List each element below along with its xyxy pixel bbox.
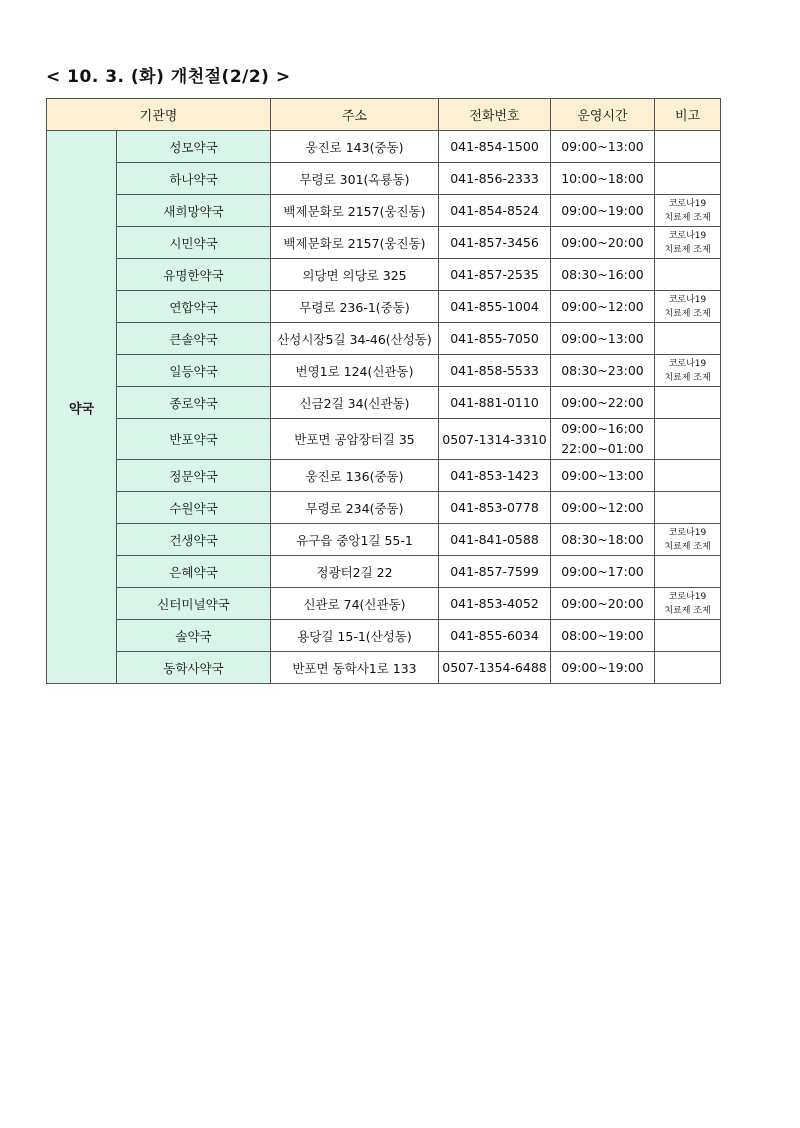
header-phone: 전화번호 [439, 99, 551, 131]
pharmacy-name: 일등약국 [117, 355, 271, 387]
hours-line: 08:30~23:00 [561, 362, 644, 378]
pharmacy-name: 새희망약국 [117, 195, 271, 227]
pharmacy-address: 백제문화로 2157(웅진동) [271, 227, 439, 259]
pharmacy-phone: 0507-1354-6488 [439, 652, 551, 684]
hours-line: 08:30~16:00 [561, 266, 644, 282]
pharmacy-name: 시민약국 [117, 227, 271, 259]
pharmacy-name: 연합약국 [117, 291, 271, 323]
pharmacy-address: 무령로 234(중동) [271, 492, 439, 524]
hours-line: 10:00~18:00 [561, 170, 644, 186]
pharmacy-phone: 041-854-8524 [439, 195, 551, 227]
pharmacy-note [655, 524, 721, 556]
pharmacy-hours [551, 620, 655, 652]
pharmacy-name: 성모약국 [117, 131, 271, 163]
hours-line: 09:00~22:00 [561, 394, 644, 410]
pharmacy-name: 종로약국 [117, 387, 271, 419]
table-row [47, 259, 721, 291]
note-line: 코로나19 [668, 527, 707, 538]
pharmacy-address: 정광터2길 22 [271, 556, 439, 588]
pharmacy-name: 은혜약국 [117, 556, 271, 588]
hours-line: 09:00~19:00 [561, 202, 644, 218]
category-cell: 약국 [47, 131, 117, 684]
pharmacy-address: 산성시장5길 34-46(산성동) [271, 323, 439, 355]
pharmacy-note [655, 620, 721, 652]
table-row [47, 131, 721, 163]
table-row [47, 620, 721, 652]
pharmacy-name: 솔약국 [117, 620, 271, 652]
table-row [47, 291, 721, 323]
note-line: 치료제 조제 [664, 212, 711, 223]
pharmacy-note [655, 163, 721, 195]
header-note: 비고 [655, 99, 721, 131]
hours-line: 09:00~12:00 [561, 499, 644, 515]
pharmacy-hours [551, 652, 655, 684]
pharmacy-hours [551, 524, 655, 556]
header-hours: 운영시간 [551, 99, 655, 131]
pharmacy-phone: 041-858-5533 [439, 355, 551, 387]
pharmacy-phone: 041-854-1500 [439, 131, 551, 163]
hours-line: 09:00~13:00 [561, 330, 644, 346]
table-row [47, 323, 721, 355]
pharmacy-hours [551, 588, 655, 620]
pharmacy-hours [551, 323, 655, 355]
header-address: 주소 [271, 99, 439, 131]
table-row [47, 460, 721, 492]
pharmacy-address: 웅진로 136(중동) [271, 460, 439, 492]
pharmacy-name: 큰솔약국 [117, 323, 271, 355]
hours-line: 08:00~19:00 [561, 627, 644, 643]
table-row [47, 492, 721, 524]
hours-line: 08:30~18:00 [561, 531, 644, 547]
pharmacy-note [655, 652, 721, 684]
pharmacy-hours [551, 355, 655, 387]
pharmacy-note [655, 460, 721, 492]
pharmacy-note [655, 323, 721, 355]
pharmacy-address: 의당면 의당로 325 [271, 259, 439, 291]
pharmacy-hours [551, 131, 655, 163]
table-row [47, 556, 721, 588]
pharmacy-name: 유명한약국 [117, 259, 271, 291]
note-line: 치료제 조제 [664, 605, 711, 616]
pharmacy-name: 반포약국 [117, 419, 271, 460]
page-title: < 10. 3. (화) 개천절(2/2) > [46, 67, 291, 87]
pharmacy-phone: 041-857-7599 [439, 556, 551, 588]
pharmacy-note [655, 492, 721, 524]
pharmacy-address: 무령로 236-1(중동) [271, 291, 439, 323]
hours-line: 09:00~16:00 [561, 421, 644, 436]
pharmacy-phone: 041-881-0110 [439, 387, 551, 419]
pharmacy-note [655, 291, 721, 323]
pharmacy-phone: 0507-1314-3310 [439, 419, 551, 460]
hours-line: 09:00~13:00 [561, 467, 644, 483]
table-row [47, 419, 721, 460]
pharmacy-phone: 041-855-7050 [439, 323, 551, 355]
pharmacy-address: 반포면 공암장터길 35 [271, 419, 439, 460]
pharmacy-hours [551, 227, 655, 259]
header-name: 기관명 [47, 99, 271, 131]
pharmacy-hours [551, 259, 655, 291]
pharmacy-hours [551, 419, 655, 460]
pharmacy-phone: 041-853-0778 [439, 492, 551, 524]
note-line: 코로나19 [668, 358, 707, 369]
pharmacy-phone: 041-857-2535 [439, 259, 551, 291]
hours-line: 09:00~12:00 [561, 298, 644, 314]
pharmacy-address: 신관로 74(신관동) [271, 588, 439, 620]
pharmacy-phone: 041-855-6034 [439, 620, 551, 652]
pharmacy-name: 정문약국 [117, 460, 271, 492]
table-row [47, 588, 721, 620]
hours-line: 09:00~17:00 [561, 563, 644, 579]
note-line: 코로나19 [668, 591, 707, 602]
pharmacy-name: 신터미널약국 [117, 588, 271, 620]
table-row [47, 163, 721, 195]
table-body [47, 131, 721, 684]
note-line: 치료제 조제 [664, 372, 711, 383]
pharmacy-hours [551, 291, 655, 323]
table-header-row [47, 99, 721, 131]
pharmacy-address: 유구읍 중앙1길 55-1 [271, 524, 439, 556]
pharmacy-hours [551, 387, 655, 419]
pharmacy-note [655, 588, 721, 620]
pharmacy-hours [551, 492, 655, 524]
note-line: 치료제 조제 [664, 541, 711, 552]
pharmacy-hours [551, 460, 655, 492]
pharmacy-address: 무령로 301(옥룡동) [271, 163, 439, 195]
pharmacy-phone: 041-853-1423 [439, 460, 551, 492]
hours-line: 09:00~20:00 [561, 234, 644, 250]
note-line: 코로나19 [668, 294, 707, 305]
pharmacy-note [655, 195, 721, 227]
pharmacy-note [655, 419, 721, 460]
table-row [47, 195, 721, 227]
pharmacy-table [46, 98, 721, 684]
note-line: 코로나19 [668, 230, 707, 241]
hours-line: 22:00~01:00 [561, 441, 644, 456]
pharmacy-hours [551, 556, 655, 588]
note-line: 코로나19 [668, 198, 707, 209]
pharmacy-phone: 041-857-3456 [439, 227, 551, 259]
table-row [47, 524, 721, 556]
note-line: 치료제 조제 [664, 244, 711, 255]
note-line: 치료제 조제 [664, 308, 711, 319]
hours-line: 09:00~20:00 [561, 595, 644, 611]
table-row [47, 355, 721, 387]
pharmacy-name: 건생약국 [117, 524, 271, 556]
pharmacy-address: 용당길 15-1(산성동) [271, 620, 439, 652]
hours-line: 09:00~13:00 [561, 138, 644, 154]
pharmacy-note [655, 227, 721, 259]
pharmacy-note [655, 556, 721, 588]
table-row [47, 227, 721, 259]
pharmacy-name: 동학사약국 [117, 652, 271, 684]
pharmacy-phone: 041-853-4052 [439, 588, 551, 620]
pharmacy-phone: 041-841-0588 [439, 524, 551, 556]
pharmacy-hours [551, 195, 655, 227]
pharmacy-note [655, 387, 721, 419]
table-row [47, 387, 721, 419]
pharmacy-address: 신금2길 34(신관동) [271, 387, 439, 419]
pharmacy-address: 반포면 동학사1로 133 [271, 652, 439, 684]
pharmacy-name: 하나약국 [117, 163, 271, 195]
pharmacy-phone: 041-855-1004 [439, 291, 551, 323]
table-row [47, 652, 721, 684]
pharmacy-address: 웅진로 143(중동) [271, 131, 439, 163]
pharmacy-address: 백제문화로 2157(웅진동) [271, 195, 439, 227]
hours-line: 09:00~19:00 [561, 659, 644, 675]
pharmacy-note [655, 131, 721, 163]
pharmacy-name: 수원약국 [117, 492, 271, 524]
pharmacy-note [655, 259, 721, 291]
pharmacy-note [655, 355, 721, 387]
pharmacy-hours [551, 163, 655, 195]
pharmacy-address: 번영1로 124(신관동) [271, 355, 439, 387]
pharmacy-phone: 041-856-2333 [439, 163, 551, 195]
